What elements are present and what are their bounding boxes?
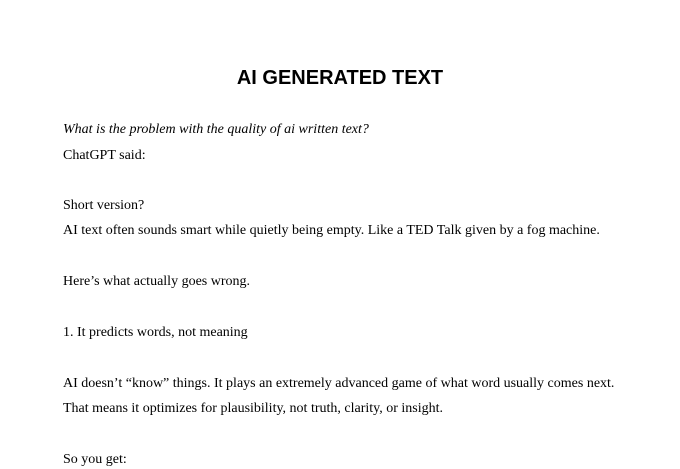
short-version-heading: Short version? [63, 198, 145, 213]
so-you-get-line: So you get: [63, 452, 127, 467]
point-1-heading: 1. It predicts words, not meaning [63, 325, 248, 340]
short-version-text: AI text often sounds smart while quietly being empty. Like a TED Talk given by a fog machine. [63, 223, 600, 238]
point-1-line-1: AI doesn’t “know” things. It plays an extremely advanced game of what word usually comes next. [63, 376, 615, 391]
point-1-line-2: That means it optimizes for plausibility, not truth, clarity, or insight. [63, 401, 444, 416]
document-title: AI GENERATED TEXT [236, 67, 444, 89]
speaker-label: ChatGPT said: [63, 148, 146, 163]
intro-paragraph: Here’s what actually goes wrong. [63, 274, 250, 289]
user-question: What is the problem with the quality of ai written text? [63, 122, 369, 137]
